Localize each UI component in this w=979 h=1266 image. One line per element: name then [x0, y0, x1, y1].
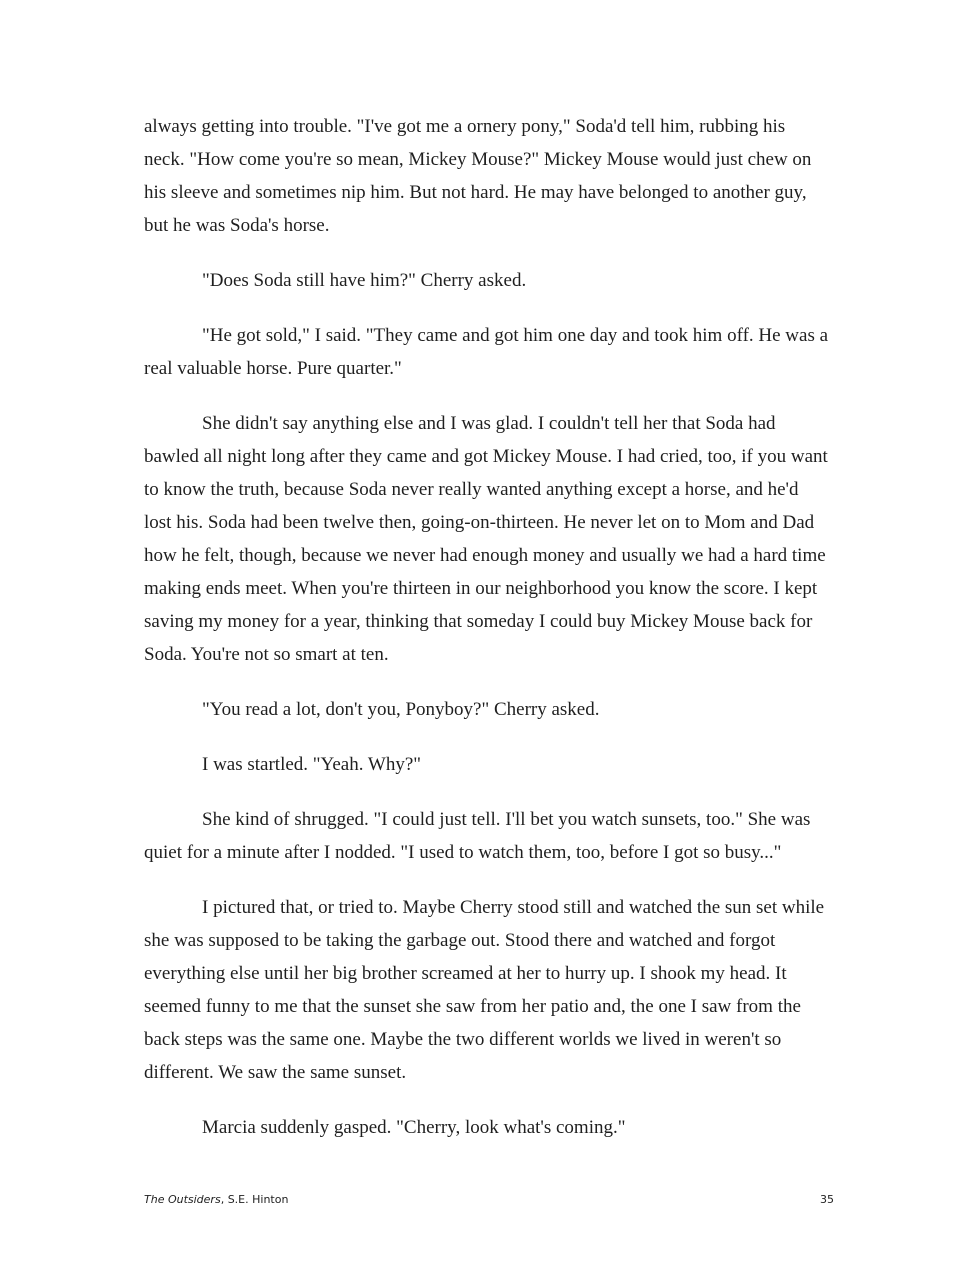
paragraph	[144, 319, 838, 385]
text-line: making ends meet. When you're thirteen in our neighborhood you know the score. I kept	[144, 578, 818, 599]
text-line: but he was Soda's horse.	[144, 215, 330, 236]
paragraph	[144, 110, 838, 242]
text-line: neck. "How come you're so mean, Mickey Mouse?" Mickey Mouse would just chew on	[144, 149, 812, 170]
text-line: I pictured that, or tried to. Maybe Cherry stood still and watched the sun set while	[202, 897, 825, 918]
body-text	[144, 110, 838, 1166]
text-line: real valuable horse. Pure quarter."	[144, 358, 402, 379]
text-line: bawled all night long after they came and got Mickey Mouse. I had cried, too, if you want	[144, 446, 828, 467]
text-line: She kind of shrugged. "I could just tell. I'll bet you watch sunsets, too." She was	[202, 809, 811, 830]
text-line: "You read a lot, don't you, Ponyboy?" Cherry asked.	[202, 699, 600, 720]
text-line: "He got sold," I said. "They came and got him one day and took him off. He was a	[202, 325, 829, 346]
text-line: always getting into trouble. "I've got me a ornery pony," Soda'd tell him, rubbing his	[144, 116, 786, 137]
paragraph	[144, 407, 838, 671]
text-line: "Does Soda still have him?" Cherry asked.	[202, 270, 527, 291]
paragraph	[144, 264, 838, 297]
text-line: back steps was the same one. Maybe the two different worlds we lived in weren't so	[144, 1029, 782, 1050]
text-line: She didn't say anything else and I was glad. I couldn't tell her that Soda had	[202, 413, 776, 434]
footer-author: , S.E. Hinton	[220, 1193, 289, 1206]
paragraph	[144, 1111, 838, 1144]
text-line: she was supposed to be taking the garbage out. Stood there and watched and forgot	[144, 930, 776, 951]
text-line: lost his. Soda had been twelve then, going-on-thirteen. He never let on to Mom and Dad	[144, 512, 815, 533]
text-line: how he felt, though, because we never had enough money and usually we had a hard time	[144, 545, 826, 566]
text-line: seemed funny to me that the sunset she saw from her patio and, the one I saw from the	[144, 996, 801, 1017]
text-line: everything else until her big brother screamed at her to hurry up. I shook my head. It	[144, 963, 787, 984]
text-line: I was startled. "Yeah. Why?"	[202, 754, 422, 775]
text-line: his sleeve and sometimes nip him. But not hard. He may have belonged to another guy,	[144, 182, 807, 203]
text-line: quiet for a minute after I nodded. "I used to watch them, too, before I got so busy..."	[144, 842, 782, 863]
footer-book-citation	[144, 1193, 288, 1206]
text-line: Marcia suddenly gasped. "Cherry, look what's coming."	[202, 1117, 626, 1138]
page-number: 35	[820, 1193, 834, 1206]
footer-book-title: The Outsiders	[144, 1193, 221, 1206]
paragraph	[144, 748, 838, 781]
text-line: Soda. You're not so smart at ten.	[144, 644, 389, 665]
paragraph	[144, 693, 838, 726]
paragraph	[144, 891, 838, 1089]
text-line: to know the truth, because Soda never really wanted anything except a horse, and he'd	[144, 479, 799, 500]
text-line: saving my money for a year, thinking that someday I could buy Mickey Mouse back for	[144, 611, 813, 632]
text-line: different. We saw the same sunset.	[144, 1062, 407, 1083]
paragraph	[144, 803, 838, 869]
